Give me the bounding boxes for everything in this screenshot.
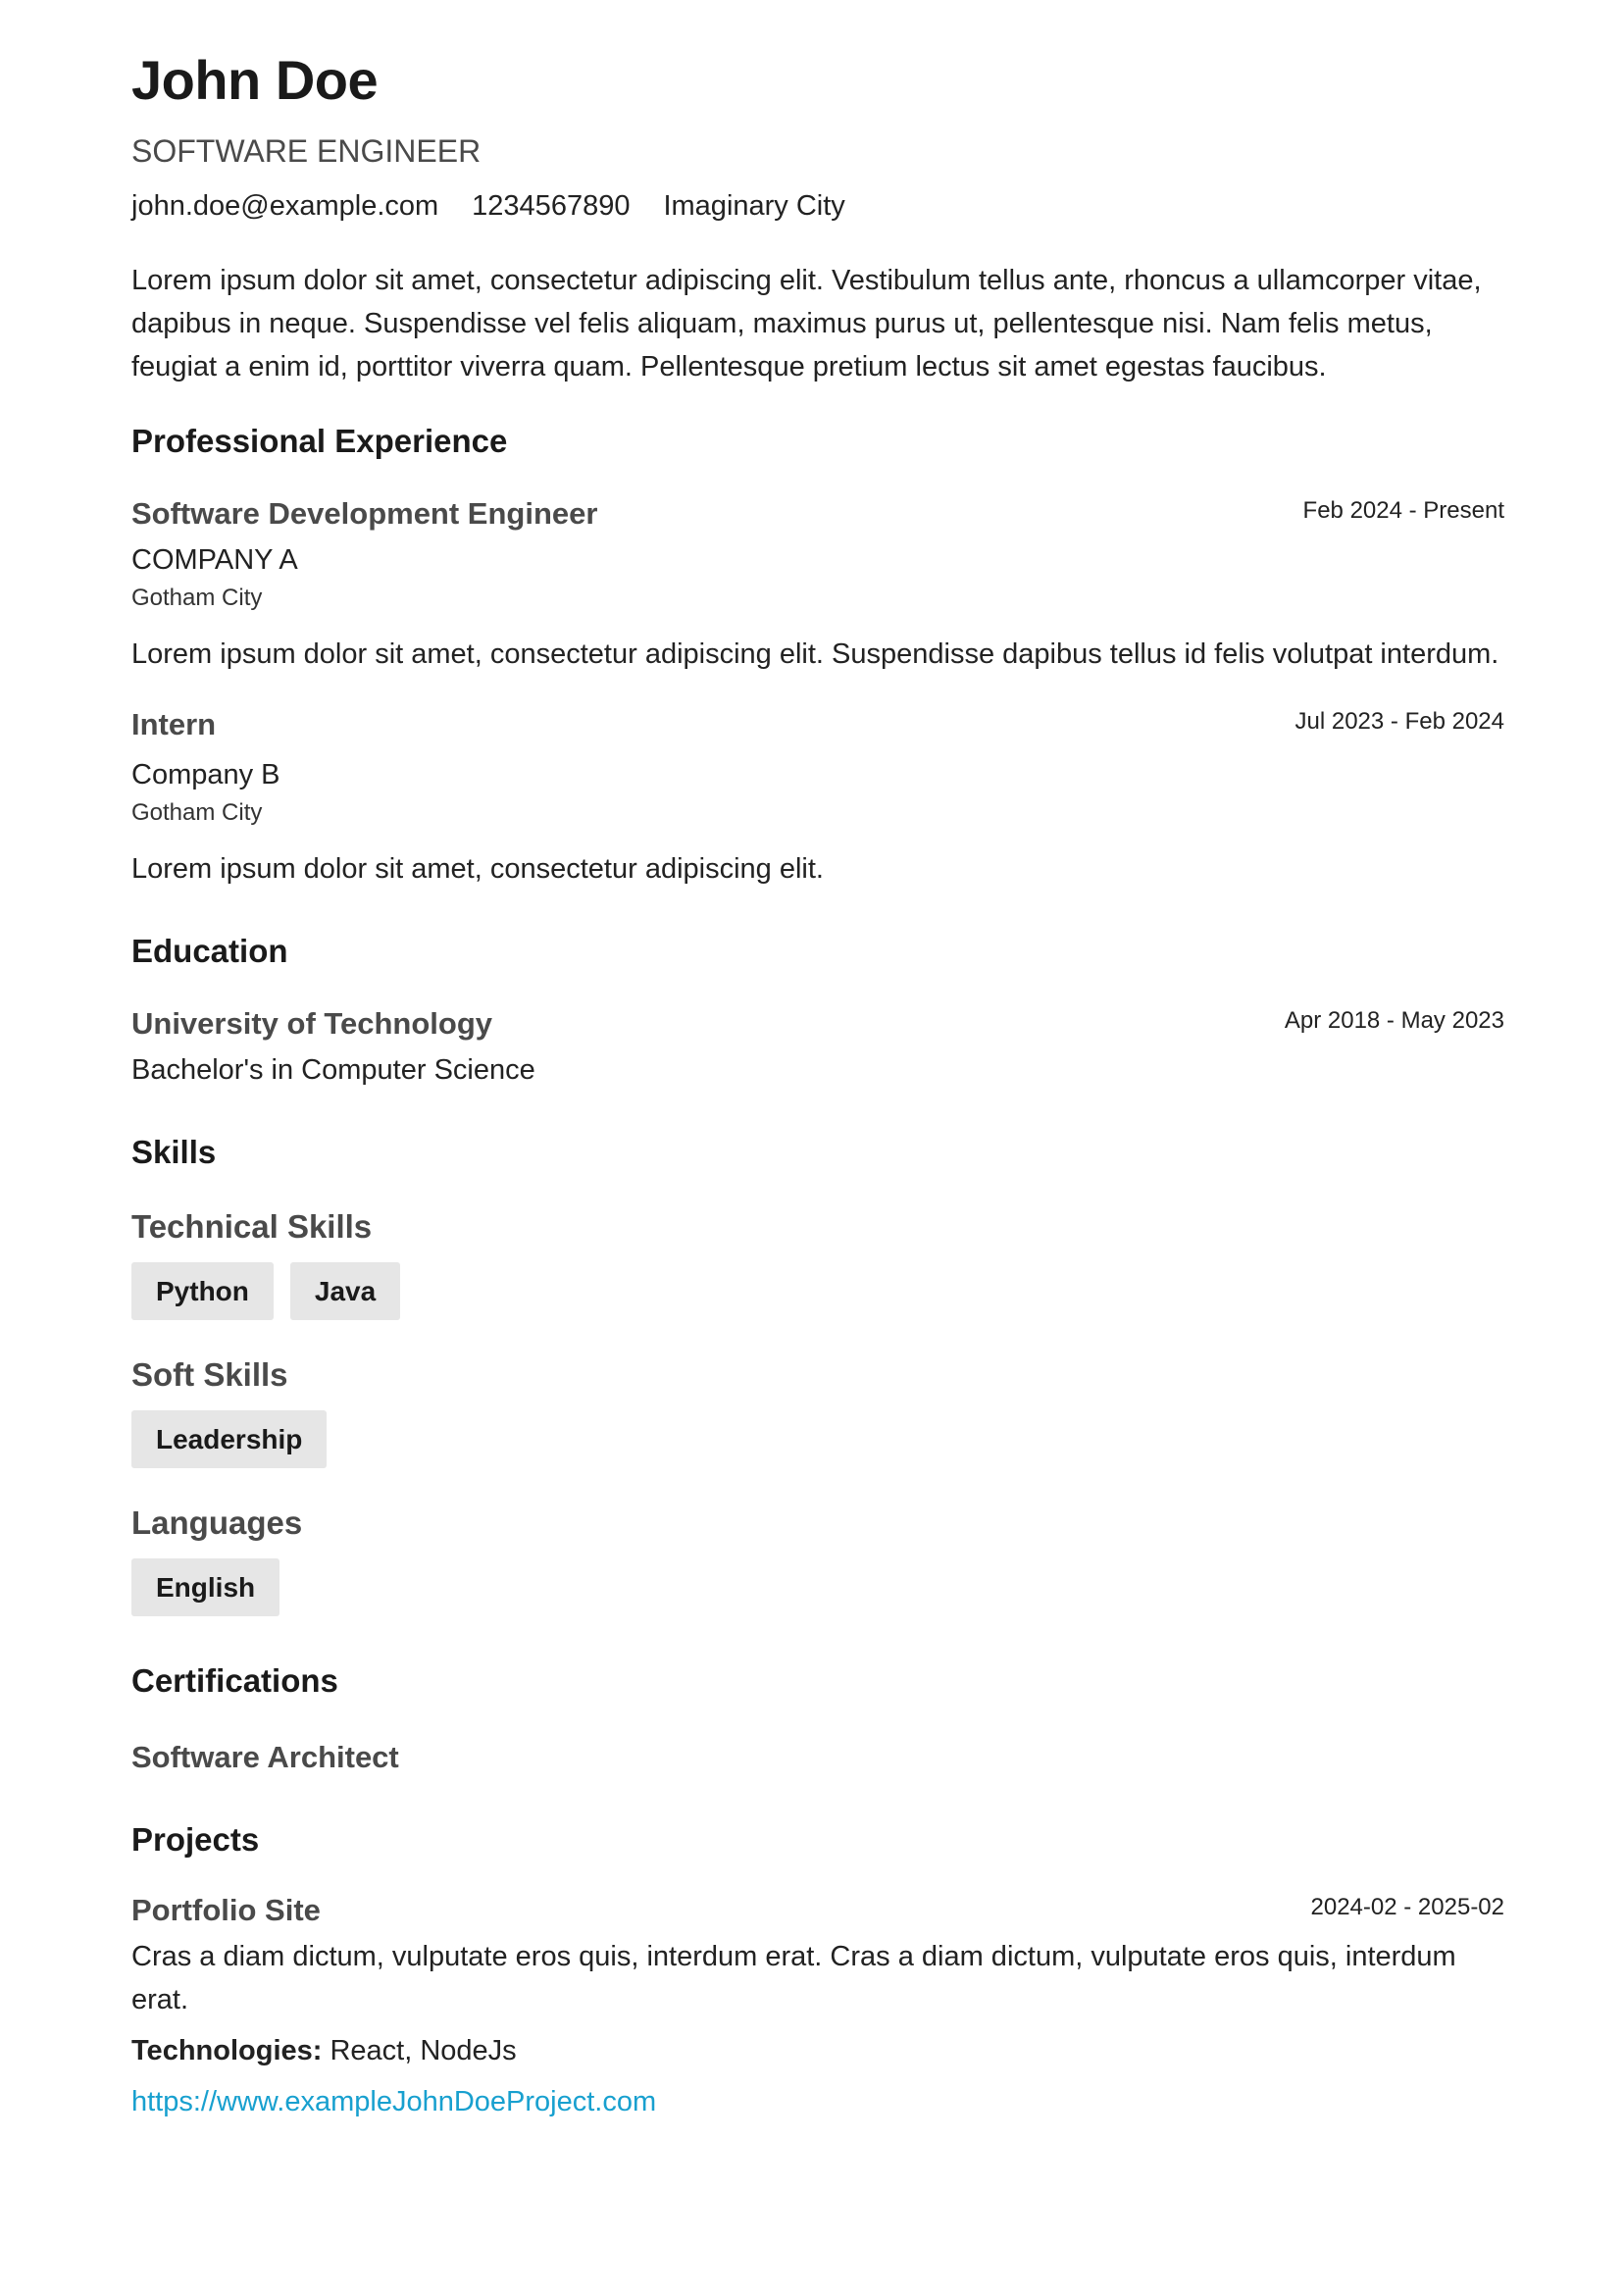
technologies-value: React, NodeJs xyxy=(330,2035,517,2066)
skill-chip: English xyxy=(131,1558,279,1616)
entry-dates: Feb 2024 - Present xyxy=(1302,497,1504,524)
entry-school: University of Technology xyxy=(131,1006,493,1041)
section-title-certifications: Certifications xyxy=(131,1662,338,1699)
skill-chips xyxy=(131,1410,1504,1468)
entry-location: Gotham City xyxy=(131,799,263,826)
section-title-experience: Professional Experience xyxy=(131,423,508,459)
project-entry xyxy=(131,1889,1504,2123)
project-description: Cras a diam dictum, vulputate eros quis, interdum erat. Cras a diam dictum, vulputate eros quis, interdum erat. xyxy=(131,1941,1456,2015)
project-name: Portfolio Site xyxy=(131,1893,321,1927)
entry-location: Gotham City xyxy=(131,585,263,611)
section-title-projects: Projects xyxy=(131,1821,260,1858)
entry-degree: Bachelor's in Computer Science xyxy=(131,1054,535,1086)
skill-group xyxy=(131,1205,1504,1320)
experience-entry xyxy=(131,492,1504,676)
skill-group-label: Languages xyxy=(131,1504,303,1541)
contact-line xyxy=(131,186,1504,226)
skill-group-label: Technical Skills xyxy=(131,1208,373,1245)
skill-chips xyxy=(131,1262,1504,1320)
skill-chips xyxy=(131,1558,1504,1616)
certifications-section xyxy=(131,1659,1504,1779)
experience-entry xyxy=(131,703,1504,891)
project-technologies xyxy=(131,2029,1504,2072)
project-link[interactable]: https://www.exampleJohnDoeProject.com xyxy=(131,2086,657,2117)
entry-description: Lorem ipsum dolor sit amet, consectetur adipiscing elit. Suspendisse dapibus tellus id felis volutpat interdum. xyxy=(131,638,1499,670)
section-title-education: Education xyxy=(131,933,288,969)
section-title-skills: Skills xyxy=(131,1134,217,1170)
candidate-name: John Doe xyxy=(131,49,379,111)
summary-paragraph: Lorem ipsum dolor sit amet, consectetur adipiscing elit. Vestibulum tellus ante, rhoncus a ullamcorper vitae, dapibus in neque. Suspendisse vel felis aliquam, maximus purus ut, pellentesque nisi. Nam felis metus, feugiat a enim id, porttitor viverra quam. Pellentesque pretium lectus sit amet egestas faucibus. xyxy=(131,265,1482,382)
skills-section xyxy=(131,1131,1504,1616)
contact-email[interactable]: john.doe@example.com xyxy=(131,190,439,222)
certification-item: Software Architect xyxy=(131,1740,399,1774)
entry-header xyxy=(131,1889,1504,1935)
entry-company: Company B xyxy=(131,759,280,790)
contact-location: Imaginary City xyxy=(663,190,845,222)
contact-phone: 1234567890 xyxy=(472,190,631,222)
entry-header xyxy=(131,1002,1504,1048)
candidate-title: SOFTWARE ENGINEER xyxy=(131,133,482,169)
entry-dates: Jul 2023 - Feb 2024 xyxy=(1294,708,1504,735)
technologies-label: Technologies: xyxy=(131,2035,323,2066)
skill-group xyxy=(131,1502,1504,1616)
skill-group-label: Soft Skills xyxy=(131,1356,288,1393)
resume-header xyxy=(131,39,1504,388)
skill-chip: Python xyxy=(131,1262,274,1320)
entry-header xyxy=(131,703,1504,749)
project-dates: 2024-02 - 2025-02 xyxy=(1310,1894,1504,1920)
entry-role: Intern xyxy=(131,707,217,741)
entry-dates: Apr 2018 - May 2023 xyxy=(1284,1007,1504,1034)
education-entry xyxy=(131,1002,1504,1092)
entry-header xyxy=(131,492,1504,538)
experience-section xyxy=(131,420,1504,891)
entry-role: Software Development Engineer xyxy=(131,496,598,531)
entry-company: COMPANY A xyxy=(131,544,298,576)
resume-page xyxy=(131,39,1504,2123)
skill-chip: Leadership xyxy=(131,1410,327,1468)
entry-description: Lorem ipsum dolor sit amet, consectetur adipiscing elit. xyxy=(131,853,824,885)
projects-section xyxy=(131,1818,1504,2123)
skill-chip: Java xyxy=(290,1262,400,1320)
education-section xyxy=(131,930,1504,1092)
skill-group xyxy=(131,1353,1504,1468)
